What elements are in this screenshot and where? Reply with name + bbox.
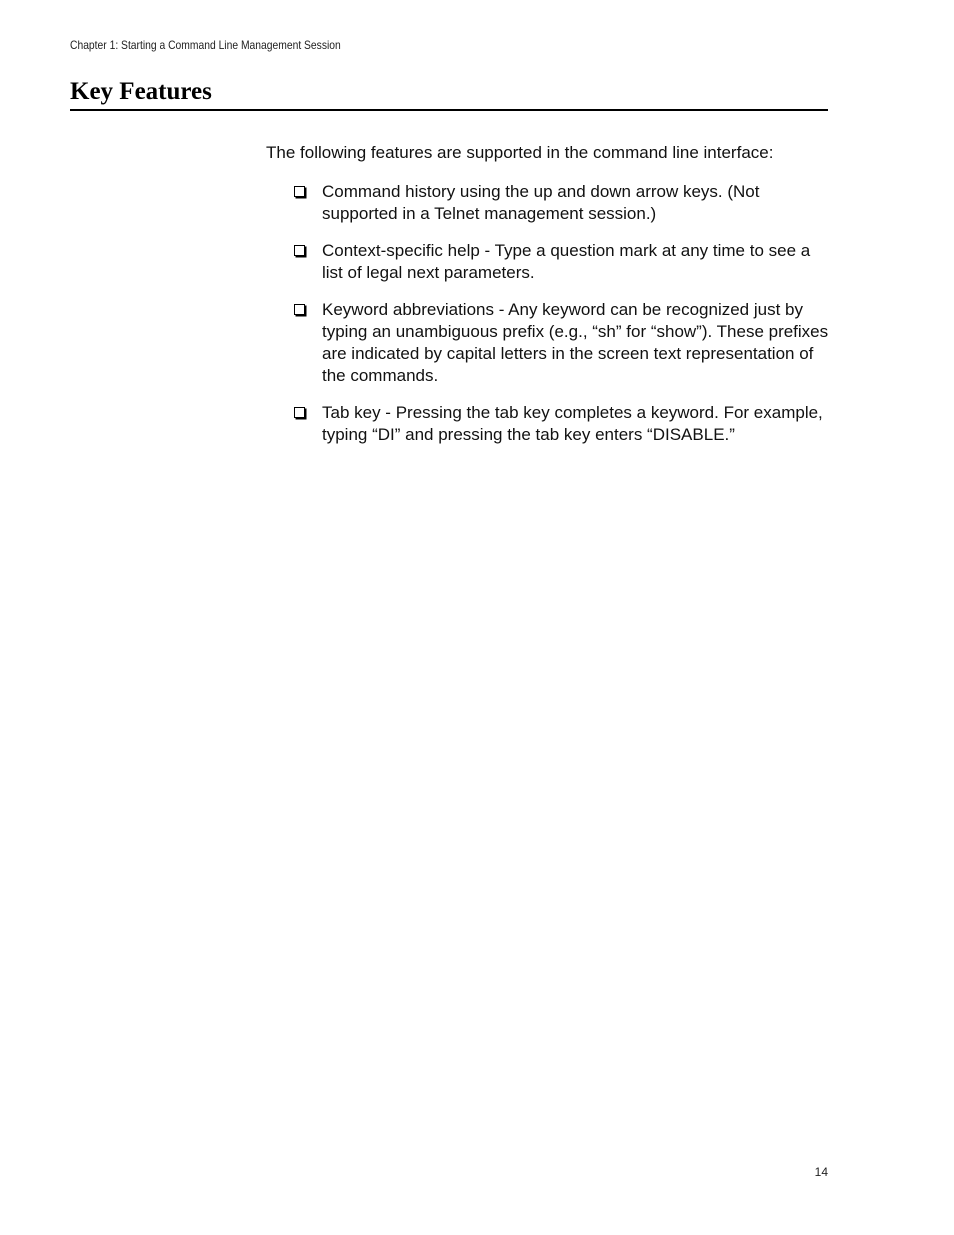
checkbox-icon (294, 407, 305, 418)
list-item (294, 240, 834, 284)
title-divider (70, 109, 828, 111)
feature-list (294, 181, 834, 461)
list-item-text: Context-specific help - Type a question mark at any time to see a list of legal next parameters. (322, 241, 811, 282)
list-item-text: Tab key - Pressing the tab key completes a keyword. For example, typing “DI” and pressing the tab key enters “DISABLE.” (322, 403, 823, 444)
checkbox-icon (294, 304, 305, 315)
checkbox-icon (294, 186, 305, 197)
list-item (294, 402, 834, 446)
list-item-text: Command history using the up and down arrow keys. (Not supported in a Telnet management session.) (322, 182, 760, 223)
page-number: 14 (814, 1165, 828, 1179)
list-item (294, 299, 834, 387)
list-item-text: Keyword abbreviations - Any keyword can be recognized just by typing an unambiguous prefix (e.g., “sh” for “show”). These prefixes are indicated by capital letters in the screen text representation of the commands. (322, 300, 829, 385)
running-header: Chapter 1: Starting a Command Line Management Session (70, 38, 341, 52)
list-item (294, 181, 834, 225)
intro-paragraph: The following features are supported in the command line interface: (266, 143, 774, 162)
checkbox-icon (294, 245, 305, 256)
section-title: Key Features (70, 78, 212, 105)
